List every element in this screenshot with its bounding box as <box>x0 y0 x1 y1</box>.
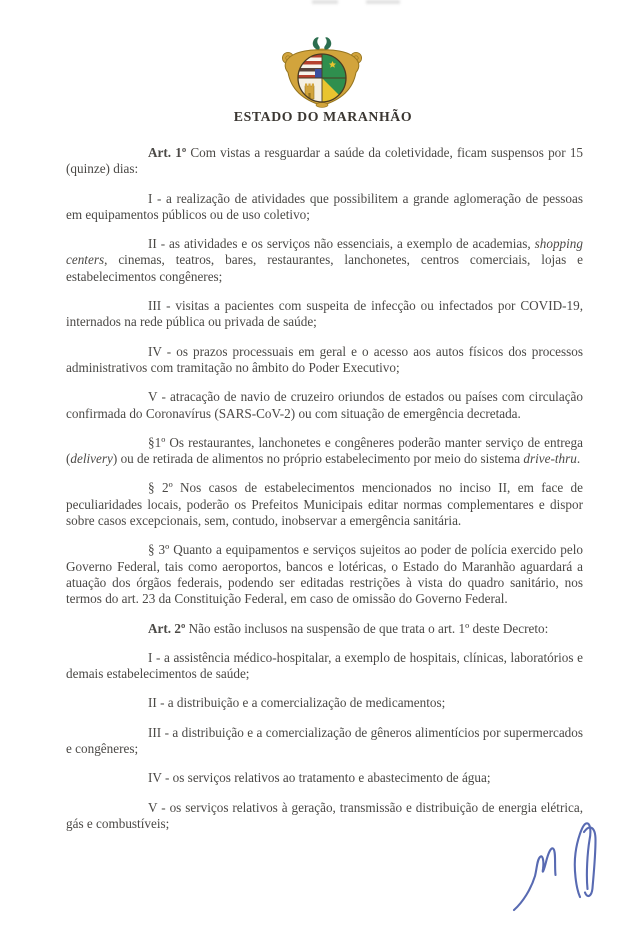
paragraph <box>66 725 583 758</box>
article-label: Art. 2º <box>148 620 186 636</box>
paragraph-text: , cinemas, teatros, bares, restaurantes, lanchonetes, centros comerciais, lojas e estabelecimentos congêneres; <box>66 252 583 284</box>
paragraph <box>66 298 583 331</box>
paragraph-text: I - a realização de atividades que possibilitem a grande aglomeração de pessoas em equipamentos públicos ou de uso coletivo; <box>66 190 583 222</box>
paragraph-text: IV - os prazos processuais em geral e o acesso aos autos físicos dos processos administrativos com tramitação no âmbito do Poder Executivo; <box>66 343 583 375</box>
paragraph-text: Com vistas a resguardar a saúde da coletividade, ficam suspensos por 15 (quinze) dias: <box>66 145 584 177</box>
paragraph <box>66 389 583 422</box>
paragraph-text: II - a distribuição e a comercialização de medicamentos; <box>148 695 446 711</box>
paragraph-text: . <box>576 451 581 467</box>
paragraph-text: I - a assistência médico-hospitalar, a exemplo de hospitais, clínicas, laboratórios e demais estabelecimentos de saúde; <box>66 649 583 682</box>
paragraph-text: III - a distribuição e a comercialização de gêneros alimentícios por supermercados e congêneres; <box>66 724 583 757</box>
crest-figures <box>313 37 332 50</box>
paragraph-text: III - visitas a pacientes com suspeita de infecção ou infectados por COVID-19, internados na rede pública ou privada de saúde; <box>66 298 583 330</box>
paragraph-text: IV - os serviços relativos ao tratamento e abastecimento de água; <box>148 770 491 786</box>
maranhao-coat-of-arms-icon <box>272 36 372 108</box>
paragraph-text: Não estão inclusos na suspensão de que trata o art. 1º deste Decreto: <box>185 620 549 636</box>
paragraph <box>66 695 583 711</box>
document-body <box>66 145 583 845</box>
paragraph <box>66 650 583 683</box>
paragraph-text: ) ou de retirada de alimentos no próprio estabelecimento por meio do sistema <box>112 451 524 467</box>
paragraph <box>66 542 583 607</box>
paragraph <box>66 344 583 377</box>
article-label: Art. 1º <box>148 145 187 160</box>
paragraph <box>66 191 583 224</box>
paragraph-text: § 2º Nos casos de estabelecimentos mencionados no inciso II, em face de peculiaridades locais, poderão os Prefeitos Municipais editar normas complementares e dispor sobre casos excepcionais, sem, contudo, inobservar a emergência sanitária. <box>66 480 583 529</box>
scan-artifact <box>366 0 400 4</box>
foreign-term: shopping centers <box>66 236 583 268</box>
paragraph-text: §1º Os restaurantes, lanchonetes e congêneres poderão manter serviço de entrega ( <box>66 434 583 467</box>
scan-artifact <box>312 0 338 4</box>
paragraph <box>66 236 583 285</box>
paragraph <box>66 480 583 529</box>
paragraph <box>66 770 583 786</box>
paragraph-text: II - as atividades e os serviços não essenciais, a exemplo de academias, <box>148 236 535 252</box>
signature-initials <box>480 818 636 931</box>
foreign-term: drive-thru <box>523 451 577 467</box>
institution-title: ESTADO DO MARANHÃO <box>233 109 413 124</box>
foreign-term: delivery <box>70 451 113 467</box>
paragraph <box>66 145 583 178</box>
paragraph-text: V - os serviços relativos à geração, transmissão e distribuição de energia elétrica, gás e combustíveis; <box>66 799 583 831</box>
paragraph-text: V - atracação de navio de cruzeiro oriundos de estados ou países com circulação confirmada do Coronavírus (SARS-CoV-2) ou com situação de emergência decretada. <box>66 389 583 421</box>
paragraph-text: § 3º Quanto a equipamentos e serviços sujeitos ao poder de polícia exercido pelo Governo Federal, tais como aeroportos, bancos e lotéricas, o Estado do Maranhão aguardará a atuação dos órgãos federais, podendo ser editadas restrições à vista do quadro sanitário, nos termos do art. 23 da Constituição Federal, em caso de omissão do Governo Federal. <box>66 542 583 607</box>
paragraph <box>66 621 583 637</box>
paragraph <box>66 435 583 468</box>
